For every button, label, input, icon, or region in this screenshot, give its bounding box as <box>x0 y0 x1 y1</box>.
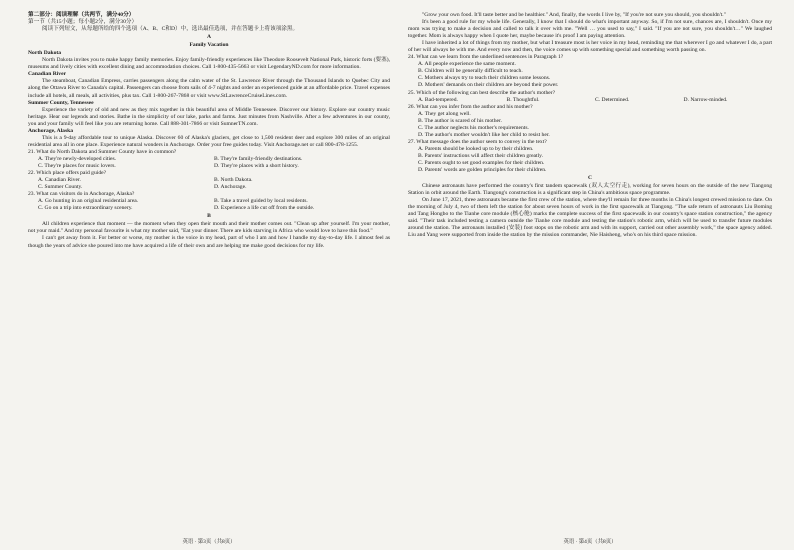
ad-heading: Summer County, Tennessee <box>28 99 94 106</box>
ad-body: North Dakota invites you to make happy family memories. Enjoy family-friendly experiences like Theodore Roosevelt National Park, historic forts (要塞), museums and lively cities with excellent dining and accommodation choices. Call 1-800-435-5663 or visit LegendaryND.com for more information. <box>28 57 390 71</box>
subsection-header: 第一节（共15小题；每小题2分，满分30分） <box>28 19 138 26</box>
ad-heading: Canadian River <box>28 71 67 78</box>
passage-a-letter: A <box>206 34 212 41</box>
option: D. They're places with a short history. <box>214 162 299 169</box>
passage-paragraph: "Grow your own food. It'll taste better and be healthier." And, finally, the words I live by, "If you're not sure you should, you shouldn't." <box>422 12 726 18</box>
ad-heading: Anchorage, Alaska <box>28 127 74 134</box>
question-stem: 24. What can we learn from the underlined sentences in Paragraph 1? <box>408 54 564 61</box>
option: B. Thoughtful. <box>506 96 540 103</box>
passage-paragraph: All children experience that moment — the moment when they open their mouth and their mother comes out. "Clean up after yourself. I'm your mother, not your maid." And my personal favourite is what my mother said, "Eat your dinner. There are kids starving in Africa who would love to have this food." <box>28 221 390 235</box>
passage-paragraph: On June 17, 2021, three astronauts became the first crew of the station, where they'll remain for three months in China's longest crewed mission to date. On the morning of July 4, two of them left the station for about seven hours of work in the first spacewalk at Tiangong. "The safe return of astronauts Liu Boming and Tang Hongbo to the Tianhe core module (核心舱) marks the complete success of the first spacewalk in our country's space station construction," the agency said. "Their task included testing a camera outside the Tianhe core module and testing the station's robotic arm, which will be used to transfer future modules around the station. The astronauts installed (安装) foot stops on the robotic arm and with its support, carried out other assembly work," the space agency added. Liu and Yang were supported from inside the station by the mission commander, Nie Haisheng, who's on his third space mission. <box>408 197 772 239</box>
option: B. North Dakota. <box>214 177 253 184</box>
option: C. Determined. <box>595 96 630 103</box>
passage-a-title: Family Vacation <box>189 42 229 49</box>
question-stem: 23. What can visitors do in Anchorage, Alaska? <box>28 191 135 198</box>
ad-body: The steamboat, Canadian Empress, carries passengers along the calm water of the St. Lawrence River through the Thousand Islands to Quebec City and along the Ottawa River to Canada's capital. Passengers can choose from sails of 4-7 nights and order an experienced guide at an affordable price. Travel expenses include all hotels, all meals, all activities, plus tax. Call 1-800-267-7868 or visit www.StLawrenceCruiseLines.com. <box>28 78 390 99</box>
right-page <box>408 12 772 240</box>
section-header: 第二部分：阅读理解（共两节，满分40分） <box>28 12 135 18</box>
question-options <box>28 198 390 212</box>
passage-c-letter: C <box>587 175 593 182</box>
question-options <box>28 156 390 170</box>
option: D. The author's mother wouldn't like her child to resist her. <box>418 131 550 138</box>
option: B. The author is scared of his mother. <box>418 117 502 124</box>
passage-paragraph: It's been a good rule for my whole life. Generally, I know that I should do what's important anyway. So, if I'm not sure, chances are, I shouldn't. Once my mom was trying to make a decision and called to talk it over with me. "Well … you used to say," I said. "If you are not sure, you shouldn't…" We laughed together. Mom is always happy when I quote her, maybe because it's proof I am paying attention. <box>408 19 772 40</box>
option: A. Go hunting in an original residential area. <box>38 198 139 205</box>
option: C. Summer County. <box>38 184 83 191</box>
option: B. Parents' instructions will affect their children greatly. <box>418 152 543 159</box>
instruction: 阅读下列短文，从每题所给的四个选项（A、B、C和D）中，选出最佳选项，并在答题卡上将该项涂黑。 <box>42 26 299 33</box>
option: B. Take a travel guided by local residents. <box>214 198 308 205</box>
option: A. Bad-tempered. <box>418 96 458 103</box>
question-stem: 21. What do North Dakota and Summer County have in common? <box>28 148 177 155</box>
option: A. They're newly-developed cities. <box>38 155 117 162</box>
option: B. They're family-friendly destinations. <box>214 155 303 162</box>
ad-heading: North Dakota <box>28 50 62 57</box>
question-options <box>408 146 772 174</box>
ad-body: Experience the variety of old and new as they mix together in this beautiful area of Middle Tennessee. Discover our history. Explore our country music heritage. Hear our legends and stories. Bathe in the simplicity of our lake, parks and farms. Just minutes from Nashville. After a few adventures in our county, you and your family will feel like you are returning home. Call 888-301-7866 or visit SumnerTN.com. <box>28 106 390 127</box>
passage-paragraph: I can't get away from it. For better or worse, my mother is the voice in my head, part of who I am and how I handle my day-to-day life. I almost feel as though the years of advice she poured into me have acquired a life of their own and are helping me make good decisions for my life. <box>28 235 390 249</box>
option: C. The author neglects his mother's requirements. <box>418 124 529 131</box>
passage-b-letter: B <box>207 213 211 220</box>
option: D. Experience a life cut off from the outside. <box>214 205 315 212</box>
option: C. Parents ought to set good examples for their children. <box>418 159 545 166</box>
question-stem: 25. Which of the following can best describe the author's mother? <box>408 89 556 96</box>
option: A. They get along well. <box>418 110 471 117</box>
option: A. Canadian River. <box>38 177 81 184</box>
question-stem: 27. What message does the author seem to convey in the text? <box>408 138 547 145</box>
question-options <box>408 97 772 104</box>
option: D. Narrow-minded. <box>683 96 728 103</box>
page-footer-left: 英语 · 第3页（共8页） <box>182 539 236 545</box>
option: C. Mothers always try to teach their children some lessons. <box>418 75 551 82</box>
option: D. Anchorage. <box>214 184 247 191</box>
question-stem: 22. Which place offers paid guide? <box>28 170 107 177</box>
option: D. Parents' words are golden principles for their children. <box>418 167 547 174</box>
question-options <box>28 177 390 191</box>
option: D. Mothers' demands on their children are beyond their power. <box>418 82 559 89</box>
option: A. All people experience the same moment. <box>418 61 516 68</box>
question-stem: 26. What can you infer from the author and his mother? <box>408 103 533 110</box>
option: B. Children will be generally difficult to teach. <box>418 68 523 75</box>
page-footer-right: 英语 · 第4页（共8页） <box>563 539 617 545</box>
ad-body: This is a 9-day affordable tour to unique Alaska. Discover 60 of Alaska's glaciers, get close to 1,500 resident deer and explore 300 miles of an original residential area all in one place. Experience natural wonders in Anchorage. Order your free guides today. Visit Anchorage.net or call 800-478-1255. <box>28 134 390 148</box>
passage-paragraph: Chinese astronauts have performed the country's first tandem spacewalk (双人太空行走), working for seven hours on the outside of the new Tiangong Station in orbit around the Earth. Tiangong's construction is a significant step in China's ambitious space programme. <box>408 183 772 197</box>
question-options <box>408 111 772 139</box>
left-page <box>28 12 390 250</box>
option: C. They're places for music lovers. <box>38 162 116 169</box>
option: C. Go on a trip into extraordinary scenery. <box>38 205 133 212</box>
option: A. Parents should be looked up to by their children. <box>418 145 534 152</box>
question-options <box>408 61 772 89</box>
passage-paragraph: I have inherited a lot of things from my mother, but what I treasure most is her voice in my head, reminding me that wherever I go and whatever I do, a part of her will always be with me. And every now and then, the voice comes up with something special and something worth passing on. <box>408 40 772 54</box>
